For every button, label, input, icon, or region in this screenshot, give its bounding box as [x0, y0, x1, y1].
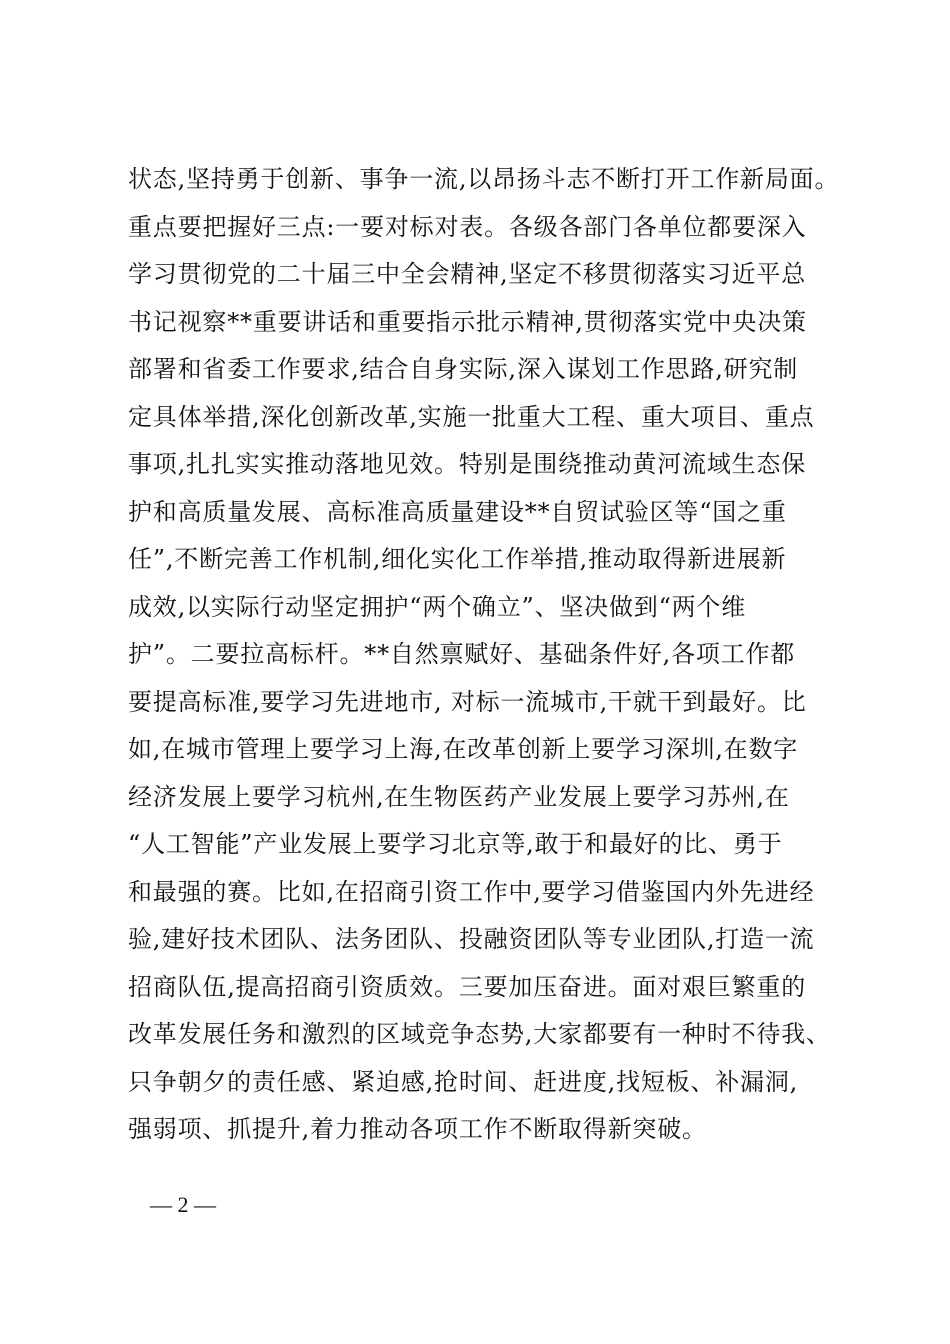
text-line: “人工智能”产业发展上要学习北京等,敢于和最好的比、勇于 [128, 830, 783, 858]
text-line: 要提高标准,要学习先进地市, 对标一流城市,干就干到最好。比 [128, 687, 807, 716]
text-line: 验,建好技术团队、法务团队、投融资团队等专业团队,打造一流 [128, 925, 815, 953]
text-line: 任”,不断完善工作机制,细化实化工作举措,推动取得新进展新 [128, 545, 787, 573]
text-line: 招商队伍,提高招商引资质效。三要加压奋进。面对艰巨繁重的 [128, 972, 807, 1001]
text-line: 经济发展上要学习杭州,在生物医药产业发展上要学习苏州,在 [128, 782, 790, 811]
text-line: 学习贯彻党的二十届三中全会精神,坚定不移贯彻落实习近平总 [128, 260, 807, 288]
page-number: — 2 — [150, 1192, 216, 1217]
text-line: 部署和省委工作要求,结合自身实际,深入谋划工作思路,研究制 [128, 355, 799, 383]
text-line: 定具体举措,深化创新改革,实施一批重大工程、重大项目、重点 [128, 402, 815, 431]
text-line: 书记视察**重要讲话和重要指示批示精神,贯彻落实党中央决策 [128, 307, 807, 336]
text-line: 状态,坚持勇于创新、事争一流,以昂扬斗志不断打开工作新局面。 [128, 165, 840, 193]
text-line: 只争朝夕的责任感、紧迫感,抢时间、赶进度,找短板、补漏洞, [128, 1067, 799, 1096]
text-line: 事项,扎扎实实推动落地见效。特别是围绕推动黄河流域生态保 [128, 450, 807, 478]
text-line: 护和高质量发展、高标准高质量建设**自贸试验区等“国之重 [128, 497, 787, 526]
body-paragraph [128, 156, 848, 1154]
text-line: 和最强的赛。比如,在招商引资工作中,要学习借鉴国内外先进经 [128, 877, 815, 906]
text-line: 强弱项、抓提升,着力推动各项工作不断取得新突破。 [128, 1115, 707, 1143]
text-line: 护”。二要拉高标杆。**自然禀赋好、基础条件好,各项工作都 [128, 640, 796, 668]
text-line: 如,在城市管理上要学习上海,在改革创新上要学习深圳,在数字 [128, 735, 799, 763]
text-line: 改革发展任务和激烈的区域竞争态势,大家都要有一种时不待我、 [128, 1020, 831, 1048]
text-line: 成效,以实际行动坚定拥护“两个确立”、坚决做到“两个维 [128, 592, 747, 621]
text-line: 重点要把握好三点:一要对标对表。各级各部门各单位都要深入 [128, 212, 807, 241]
